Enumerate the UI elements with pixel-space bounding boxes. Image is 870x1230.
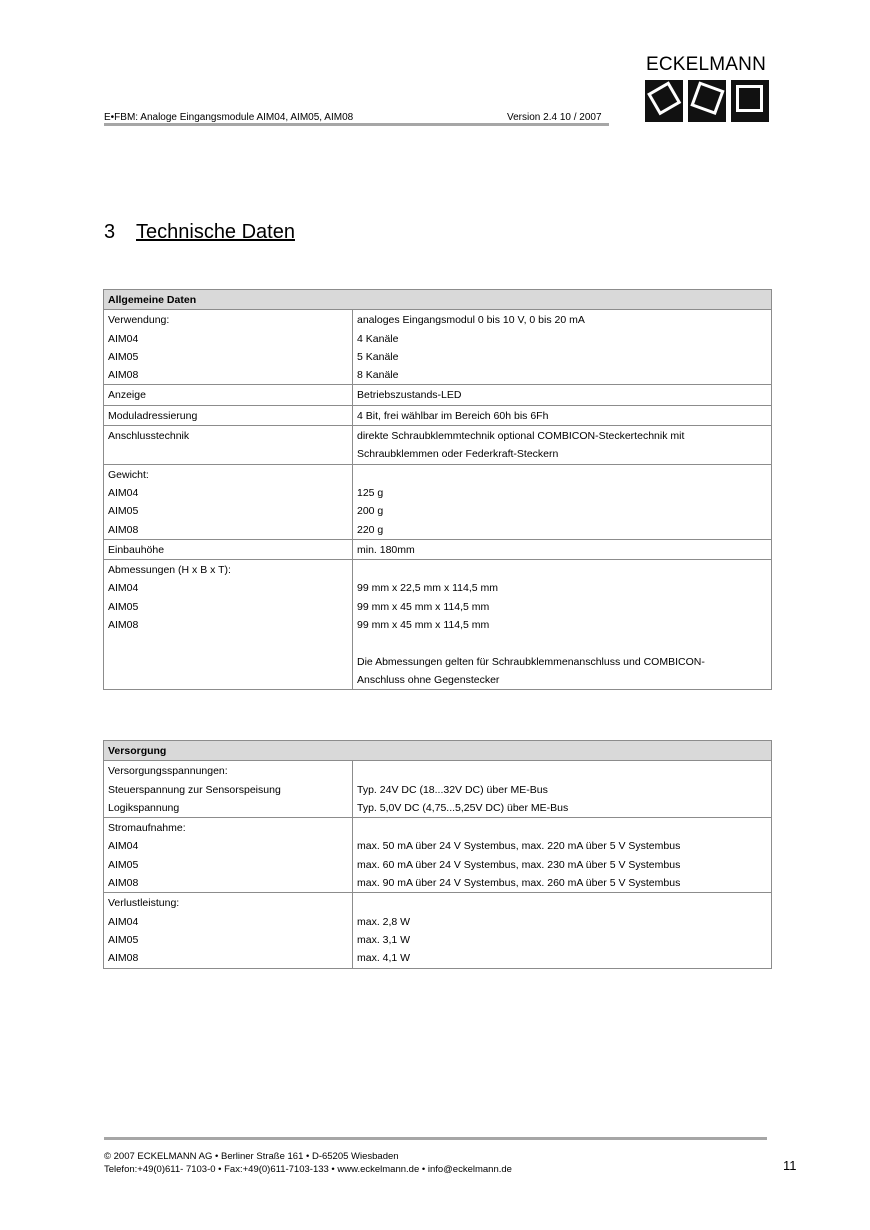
footer-address: © 2007 ECKELMANN AG • Berliner Straße 161 • D-65205 Wiesbaden xyxy=(104,1151,399,1162)
cell-label: AIM05 xyxy=(108,933,139,946)
cell-value: max. 3,1 W xyxy=(357,933,411,946)
footer-contact: Telefon:+49(0)611- 7103-0 • Fax:+49(0)611-7103-133 • www.eckelmann.de • info@eckelmann.de xyxy=(104,1164,512,1175)
row-label-cell xyxy=(104,539,353,559)
cell-label: AIM05 xyxy=(108,505,139,518)
header-version: Version 2.4 10 / 2007 xyxy=(507,112,602,123)
cell-label: AIM04 xyxy=(108,582,139,595)
row-value-cell xyxy=(353,310,772,385)
table-row xyxy=(104,818,772,893)
table-row xyxy=(104,761,772,818)
cell-value: 200 g xyxy=(357,505,384,518)
cell-label: Verlustleistung: xyxy=(108,897,180,910)
cell-label: Verwendung: xyxy=(108,314,170,327)
table-row xyxy=(104,464,772,539)
row-value-cell xyxy=(353,405,772,425)
cell-value: max. 2,8 W xyxy=(357,915,411,928)
cell-label: AIM04 xyxy=(108,332,139,345)
cell-value: Typ. 5,0V DC (4,75...5,25V DC) über ME-Bus xyxy=(357,801,569,814)
supply-data-table xyxy=(103,740,772,969)
cell-label: AIM05 xyxy=(108,350,139,363)
row-value-cell xyxy=(353,761,772,818)
cell-value xyxy=(357,819,767,837)
cell-value: 4 Kanäle xyxy=(357,332,399,345)
row-label-cell xyxy=(104,761,353,818)
cell-label xyxy=(108,671,348,689)
cell-value: 8 Kanäle xyxy=(357,369,399,382)
cell-label: AIM08 xyxy=(108,877,139,890)
cell-value: 99 mm x 45 mm x 114,5 mm xyxy=(357,600,490,613)
cell-value xyxy=(357,466,767,484)
cell-label: Anschlusstechnik xyxy=(108,430,190,443)
row-value-cell xyxy=(353,560,772,690)
table-row xyxy=(104,385,772,405)
cell-value: Betriebszustands-LED xyxy=(357,389,462,402)
row-value-cell xyxy=(353,818,772,893)
cell-value: Typ. 24V DC (18...32V DC) über ME-Bus xyxy=(357,783,548,796)
table-row xyxy=(104,310,772,385)
header-divider xyxy=(104,123,609,126)
cell-label: Steuerspannung zur Sensorspeisung xyxy=(108,783,281,796)
cell-label: AIM05 xyxy=(108,600,139,613)
section-heading xyxy=(104,221,295,244)
cell-value: max. 60 mA über 24 V Systembus, max. 230 mA über 5 V Systembus xyxy=(357,858,681,871)
row-label-cell xyxy=(104,385,353,405)
row-value-cell xyxy=(353,426,772,465)
cell-label: Moduladressierung xyxy=(108,409,198,422)
row-label-cell xyxy=(104,426,353,465)
cell-value xyxy=(357,634,767,652)
cell-value: max. 4,1 W xyxy=(357,952,411,965)
row-value-cell xyxy=(353,385,772,405)
footer-divider xyxy=(104,1137,767,1140)
cell-value: 5 Kanäle xyxy=(357,350,399,363)
cell-value: min. 180mm xyxy=(357,543,415,556)
cell-value xyxy=(357,561,767,579)
general-data-table xyxy=(103,289,772,690)
cell-label: Einbauhöhe xyxy=(108,543,165,556)
cell-value: Anschluss ohne Gegenstecker xyxy=(357,673,500,686)
logo-squares-icon xyxy=(644,80,770,122)
cell-label: AIM08 xyxy=(108,523,139,536)
table-row xyxy=(104,893,772,968)
cell-value: direkte Schraubklemmtechnik optional COMBICON-Steckertechnik mit xyxy=(357,430,685,443)
cell-label: AIM04 xyxy=(108,840,139,853)
table-row xyxy=(104,560,772,690)
cell-value: 99 mm x 22,5 mm x 114,5 mm xyxy=(357,582,499,595)
cell-label: AIM04 xyxy=(108,486,139,499)
header-document-title: E•FBM: Analoge Eingangsmodule AIM04, AIM05, AIM08 xyxy=(104,112,354,123)
cell-label: AIM05 xyxy=(108,858,139,871)
row-value-cell xyxy=(353,893,772,968)
section-number: 3 xyxy=(104,221,116,243)
table-heading: Allgemeine Daten xyxy=(104,290,772,310)
cell-label: Abmessungen (H x B x T): xyxy=(108,564,231,577)
cell-value xyxy=(357,894,767,912)
cell-label xyxy=(108,634,348,652)
cell-label: Gewicht: xyxy=(108,468,149,481)
cell-value: 220 g xyxy=(357,523,384,536)
table-row xyxy=(104,539,772,559)
cell-label: AIM08 xyxy=(108,952,139,965)
row-label-cell xyxy=(104,310,353,385)
table-row xyxy=(104,426,772,465)
cell-value: max. 50 mA über 24 V Systembus, max. 220 mA über 5 V Systembus xyxy=(357,840,681,853)
cell-value xyxy=(357,762,767,780)
cell-value: max. 90 mA über 24 V Systembus, max. 260 mA über 5 V Systembus xyxy=(357,877,681,890)
cell-label: Stromaufnahme: xyxy=(108,822,186,835)
cell-label xyxy=(108,653,348,671)
section-title: Technische Daten xyxy=(136,221,295,243)
row-label-cell xyxy=(104,464,353,539)
cell-value: 125 g xyxy=(357,486,384,499)
page-number: 11 xyxy=(783,1158,797,1173)
row-label-cell xyxy=(104,560,353,690)
row-label-cell xyxy=(104,893,353,968)
cell-value: Die Abmessungen gelten für Schraubklemmenanschluss und COMBICON- xyxy=(357,655,705,668)
cell-value: Schraubklemmen oder Federkraft-Steckern xyxy=(357,448,559,461)
cell-value: 99 mm x 45 mm x 114,5 mm xyxy=(357,619,490,632)
logo-wordmark: ECKELMANN xyxy=(645,54,767,75)
table-row xyxy=(104,405,772,425)
cell-label: Anzeige xyxy=(108,389,146,402)
row-label-cell xyxy=(104,818,353,893)
cell-value: 4 Bit, frei wählbar im Bereich 60h bis 6Fh xyxy=(357,409,549,422)
row-value-cell xyxy=(353,539,772,559)
cell-label: Versorgungsspannungen: xyxy=(108,765,228,778)
table-heading: Versorgung xyxy=(104,741,772,761)
cell-label: AIM08 xyxy=(108,369,139,382)
eckelmann-logo xyxy=(640,54,772,124)
cell-label: AIM04 xyxy=(108,915,139,928)
cell-label: Logikspannung xyxy=(108,801,180,814)
cell-value: analoges Eingangsmodul 0 bis 10 V, 0 bis 20 mA xyxy=(357,314,585,327)
row-label-cell xyxy=(104,405,353,425)
cell-label: AIM08 xyxy=(108,619,139,632)
row-value-cell xyxy=(353,464,772,539)
